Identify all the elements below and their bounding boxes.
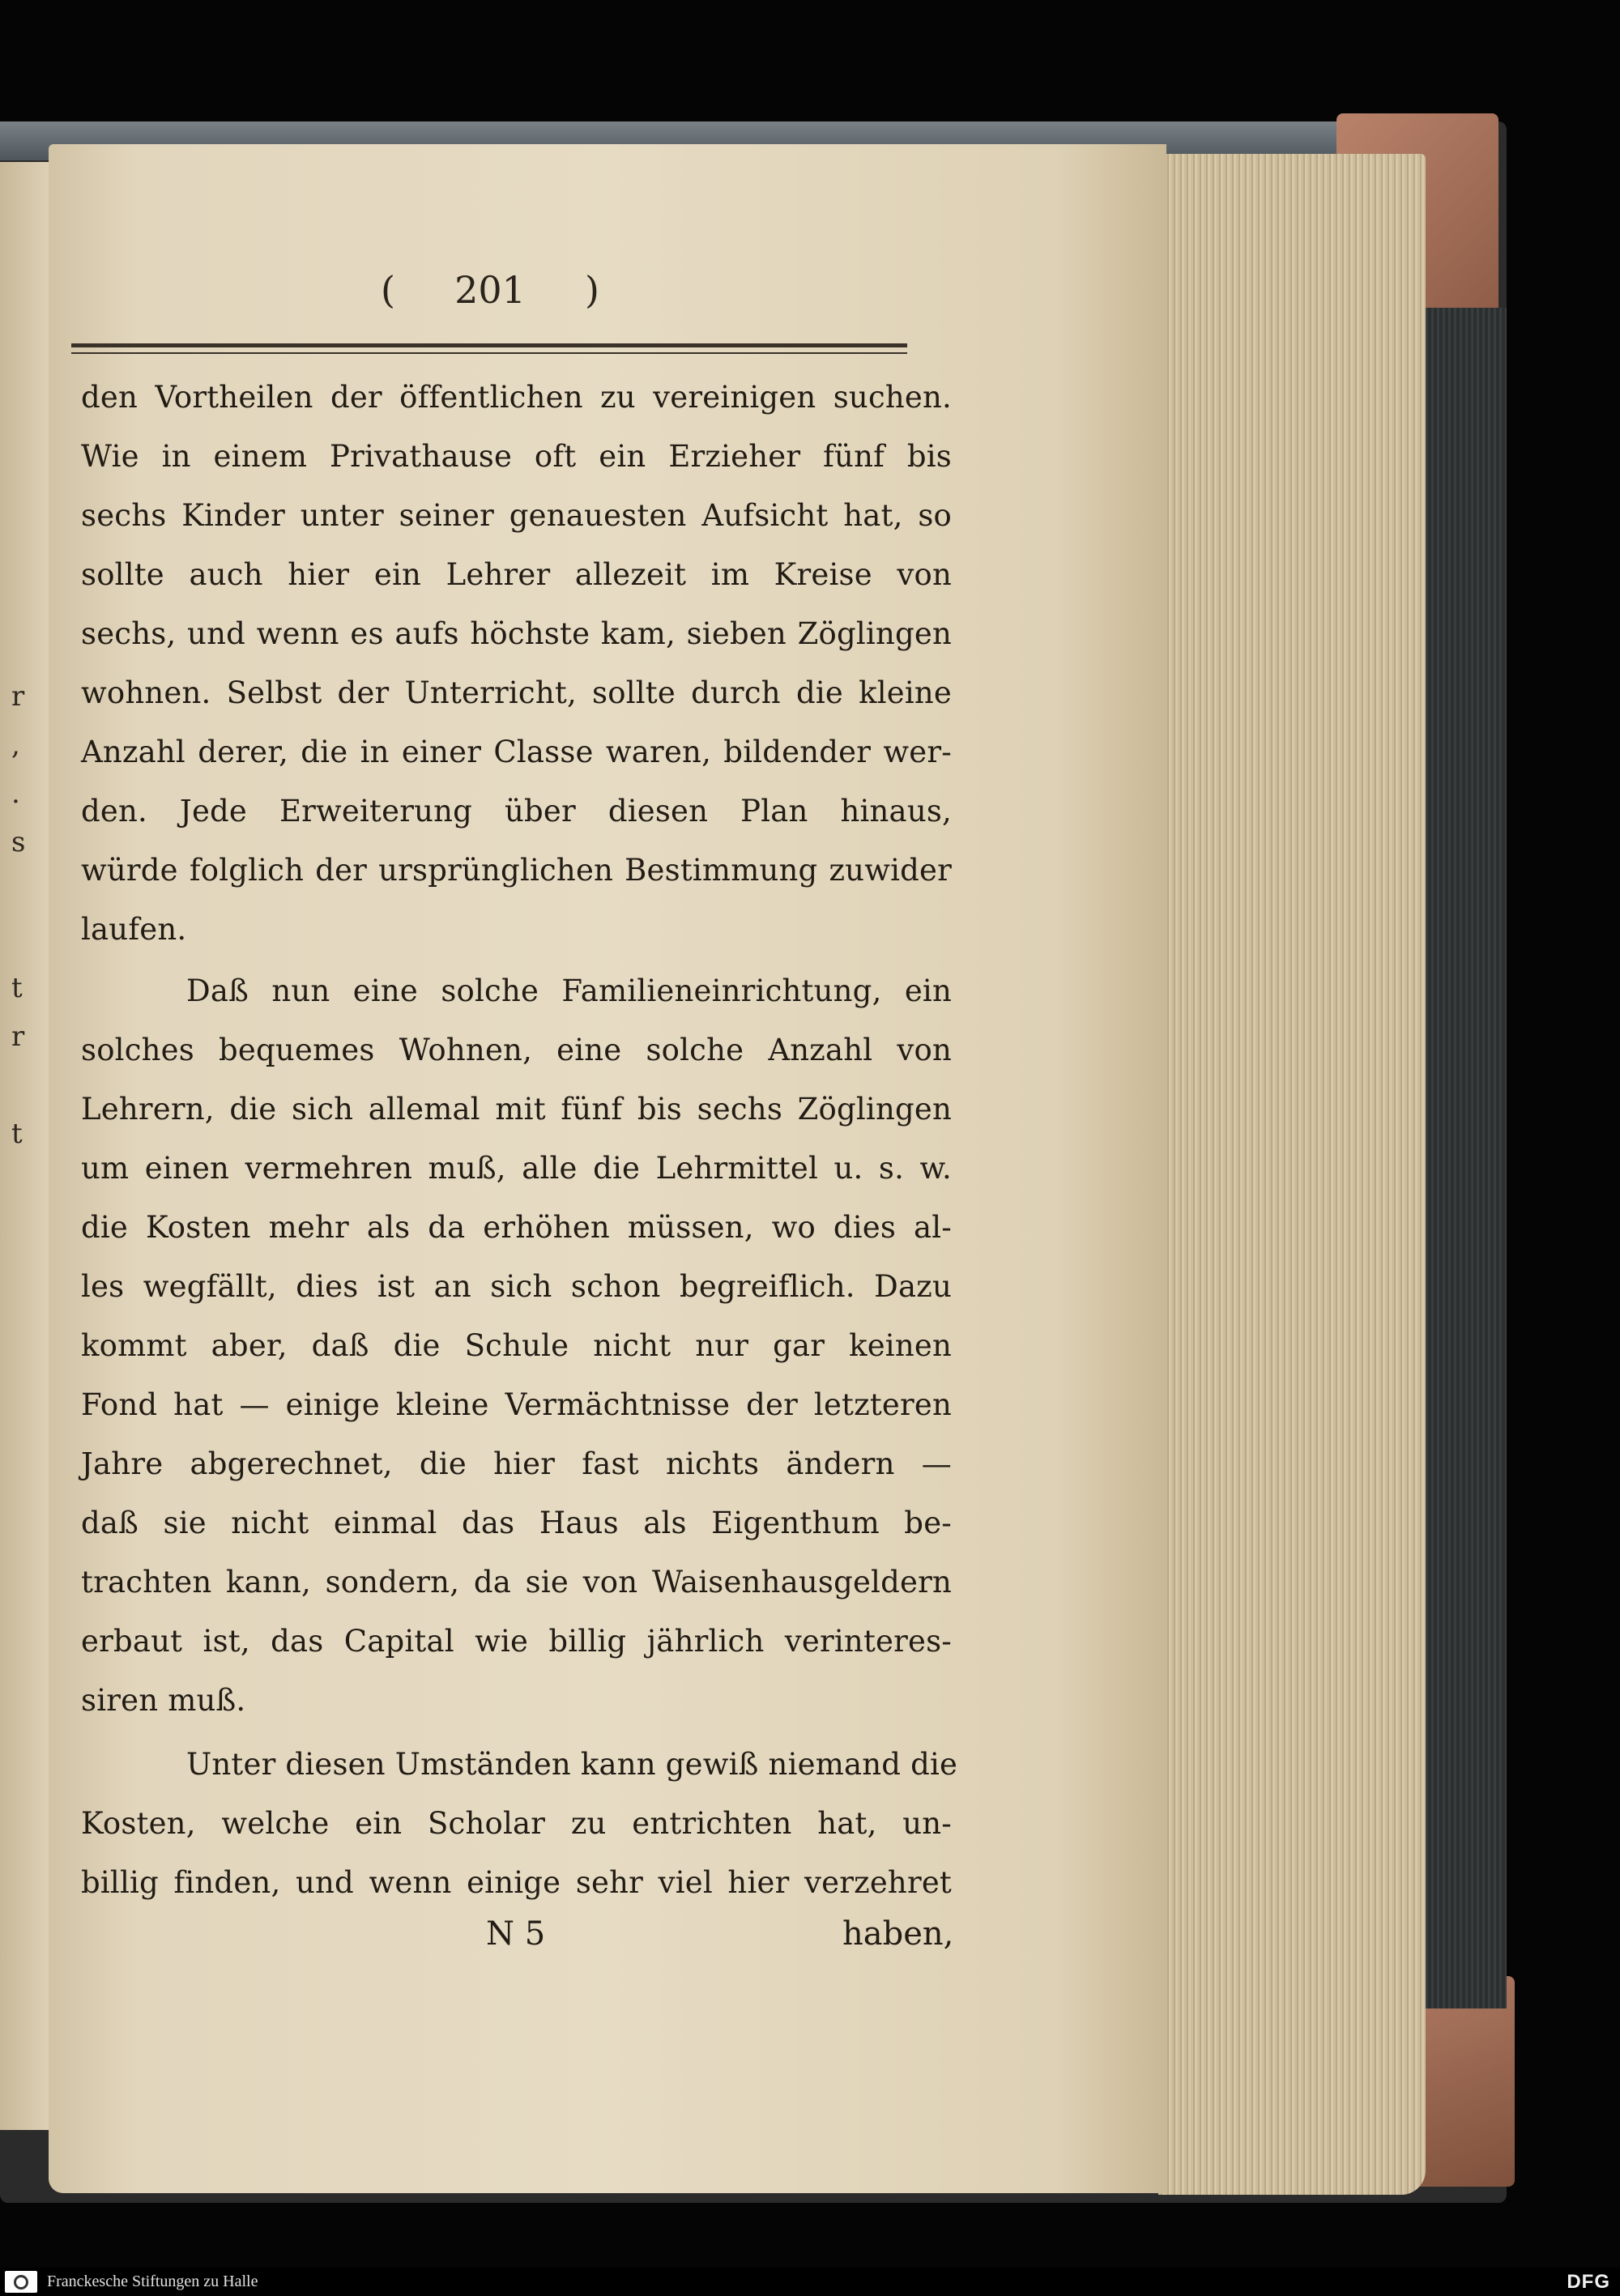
dfg-badge: DFG xyxy=(1567,2271,1610,2293)
text-line: die Kosten mehr als da erhöhen müssen, wo dies al- xyxy=(81,1210,952,1245)
signature-mark: N 5 xyxy=(486,1915,546,1953)
text-line: Kosten, welche ein Scholar zu entrichten hat, un- xyxy=(81,1806,952,1841)
margin-fragment: t xyxy=(11,972,23,1004)
open-paren: ( xyxy=(381,268,395,312)
page-header xyxy=(381,258,599,322)
cover-cloth xyxy=(1426,308,1507,2008)
text-line: siren muß. xyxy=(81,1683,246,1718)
text-line: laufen. xyxy=(81,912,187,947)
text-line: Jahre abgerechnet, die hier fast nichts ändern — xyxy=(81,1446,952,1481)
margin-fragment: , xyxy=(11,729,20,761)
margin-fragment: t xyxy=(11,1118,23,1150)
text-line: sechs Kinder unter seiner genauesten Aufsicht hat, so xyxy=(81,498,952,533)
margin-fragment: s xyxy=(11,826,26,858)
text-line: erbaut ist, das Capital wie billig jährlich verinteres- xyxy=(81,1624,952,1659)
text-line: trachten kann, sondern, da sie von Waisenhausgeldern xyxy=(81,1565,952,1600)
header-rule xyxy=(71,343,907,347)
text-line: sollte auch hier ein Lehrer allezeit im Kreise von xyxy=(81,557,952,592)
text-line: solches bequemes Wohnen, eine solche Anzahl von xyxy=(81,1033,952,1067)
text-line: kommt aber, daß die Schule nicht nur gar keinen xyxy=(81,1328,952,1363)
page-block-edge xyxy=(1158,154,1426,2195)
text-line: Fond hat — einige kleine Vermächtnisse der letzteren xyxy=(81,1387,952,1422)
text-line: daß sie nicht einmal das Haus als Eigenthum be- xyxy=(81,1506,952,1540)
close-paren: ) xyxy=(585,268,599,312)
text-line: Anzahl derer, die in einer Classe waren, bildender wer- xyxy=(81,735,952,769)
text-line: Lehrern, die sich allemal mit fünf bis sechs Zöglingen xyxy=(81,1092,952,1127)
text-line: Wie in einem Privathause oft ein Erzieher fünf bis xyxy=(81,439,952,474)
text-line: den. Jede Erweiterung über diesen Plan hinaus, xyxy=(81,794,952,829)
margin-fragment: r xyxy=(11,1020,25,1053)
institution-name: Franckesche Stiftungen zu Halle xyxy=(47,2273,258,2290)
page-number: 201 xyxy=(454,268,526,312)
margin-fragment: . xyxy=(11,777,20,810)
text-line: den Vortheilen der öffentlichen zu vereinigen suchen. xyxy=(81,380,952,415)
text-line: Daß nun eine solche Familieneinrichtung, ein xyxy=(186,973,952,1008)
text-line: würde folglich der ursprünglichen Bestimmung zuwider xyxy=(81,853,952,888)
catchword: haben, xyxy=(842,1915,954,1953)
margin-fragment: r xyxy=(11,680,25,713)
institution-logo-icon[interactable] xyxy=(5,2271,37,2293)
text-line: sechs, und wenn es aufs höchste kam, sieben Zöglingen xyxy=(81,616,952,651)
left-page xyxy=(0,162,49,2130)
text-line: um einen vermehren muß, alle die Lehrmittel u. s. w. xyxy=(81,1151,952,1186)
text-line: Unter diesen Umständen kann gewiß niemand die xyxy=(186,1747,958,1782)
text-line: les wegfällt, dies ist an sich schon begreiflich. Dazu xyxy=(81,1269,952,1304)
text-line: wohnen. Selbst der Unterricht, sollte durch die kleine xyxy=(81,675,952,710)
viewer-footer xyxy=(0,2268,1620,2296)
header-rule-thin xyxy=(71,352,907,354)
text-line: billig finden, und wenn einige sehr viel hier verzehret xyxy=(81,1865,952,1900)
